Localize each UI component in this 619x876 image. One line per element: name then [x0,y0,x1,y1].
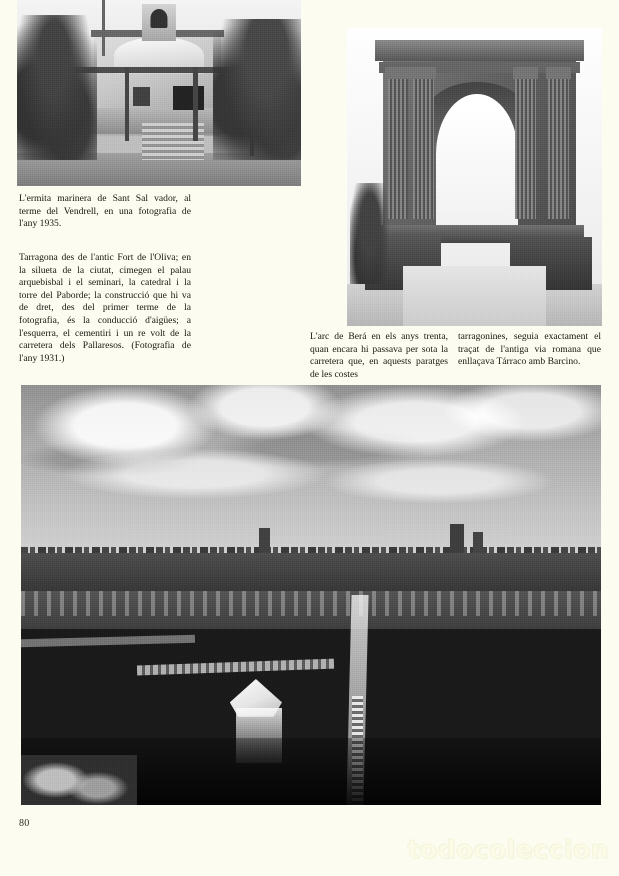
page-number: 80 [19,818,30,829]
photo-arc-entablature [375,40,584,61]
photo-ermita [17,0,301,186]
todocoleccion-watermark: todocoleccion [407,835,609,864]
photo-ermita-window [133,87,150,106]
photo-ermita-tree-left [17,15,97,160]
photo-tarragona-panorama [21,385,601,805]
photo-ermita-bell-opening [150,9,167,28]
photo-arc-pilaster [548,70,568,219]
photo-ermita-tree-right [213,19,301,160]
caption-arc-column-1-text: L'arc de Berá en els anys trenta, quan encara hi passava per sota la carretera que, en aquests paratges de les costes [310,331,448,380]
photo-arc-pilaster [388,70,408,219]
photo-arc-pilaster [413,70,433,219]
caption-arc-column-2 [458,331,601,369]
photo-ermita-utility-pole [102,0,105,56]
caption-tarragona-text: Tarragona des de l'antic Fort de l'Oliva; en la silueta de la ciutat, cimegen el palau arquebisbal i el seminari, la catedral i la torre del Paborde; la construcció que hi va de dret, des del primer terme de la fotografia, és la conducció d'aigües; a l'esquerra, el cementiri i un re volt de la carretera dels Pallaresos. (Fotografia de l'any 1931.) [19,252,191,364]
photo-ermita-pergola-post [125,67,130,141]
photo-panorama-city-band [21,553,601,595]
caption-ermita-text: L'ermita marinera de Sant Sal vador, al terme del Vendrell, en una fotografia de l'any 1935. [19,193,191,230]
caption-ermita [19,193,191,231]
caption-arc-column-2-text: tarragonines, seguia exactament el traçat de l'antiga via romana que enllaçava Tárraco amb Barcino. [458,331,601,368]
photo-panorama-clouds [21,385,601,570]
caption-tarragona [19,252,191,365]
photo-arc-capital [385,67,411,79]
caption-arc-column-1 [310,331,448,381]
photo-arc-capital [513,67,539,79]
photo-arc-pilaster [515,70,535,219]
photo-ermita-pergola-post [193,67,198,141]
photo-arc-opening [436,94,518,237]
photo-panorama-building-row [21,591,601,616]
photo-arc-capital [411,67,437,79]
photo-arc-capital [546,67,572,79]
photo-arc-de-bera [347,28,602,326]
photo-panorama-rocks [21,755,137,805]
photo-ermita-door [173,86,204,110]
photo-arc-shrub [350,183,391,284]
photo-arc-road [403,266,546,326]
